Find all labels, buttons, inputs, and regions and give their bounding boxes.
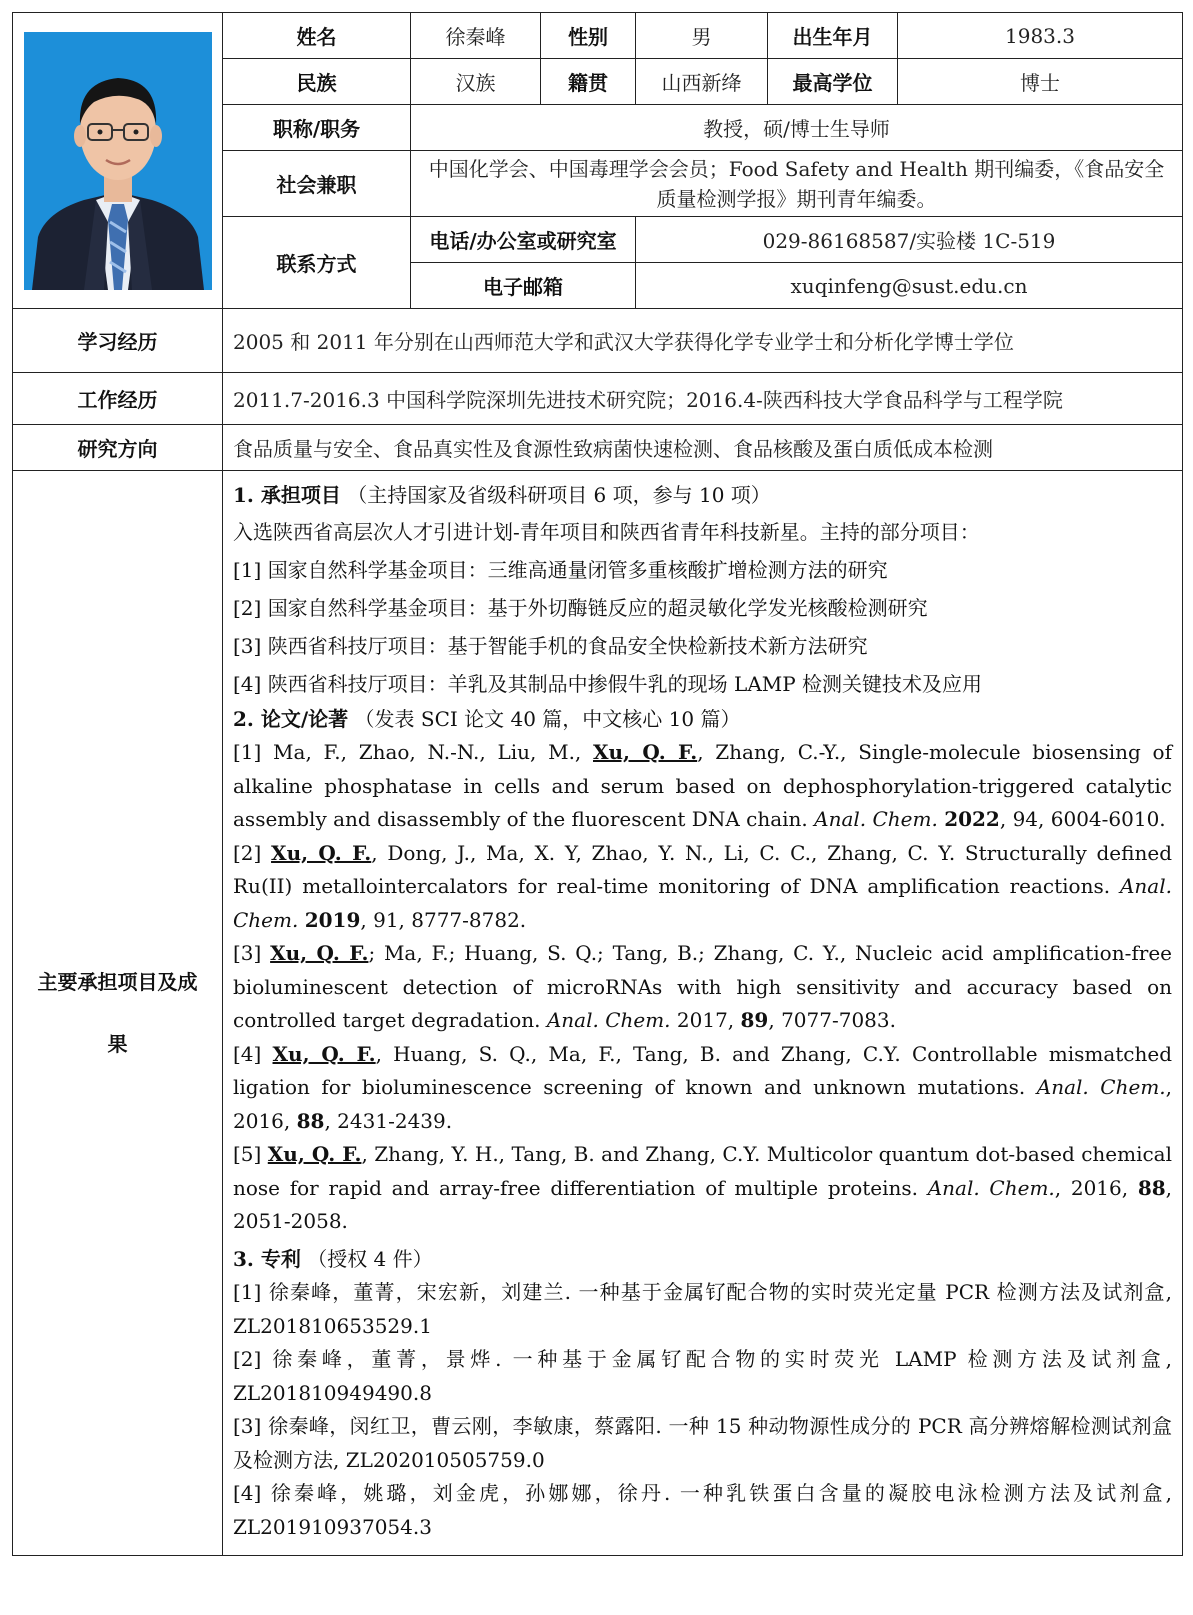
education-label: 学习经历 [13, 309, 223, 373]
paper-author: Xu, Q. F. [593, 740, 698, 764]
paper-index: [1] [233, 740, 274, 764]
paper-journal: Anal. Chem. [233, 874, 1172, 932]
projects-intro: 入选陕西省高层次人才引进计划-青年项目和陕西省青年科技新星。主持的部分项目： [233, 519, 980, 544]
ethnicity-label: 民族 [223, 59, 411, 105]
paper-year: 89 [740, 1008, 769, 1032]
phone-label: 电话/办公室或研究室 [411, 217, 636, 263]
portrait-icon [24, 32, 212, 290]
paper-tail: , 2051-2058. [233, 1175, 1173, 1233]
patent-item: [2] 徐秦峰，董菁，景烨. 一种基于金属钌配合物的实时荧光 LAMP 检测方法及试剂盒, ZL201810949490.8 [233, 1347, 1172, 1405]
work-label: 工作经历 [13, 373, 223, 425]
cv-table [12, 12, 1183, 1556]
paper-journal: Anal. Chem. [546, 1008, 671, 1032]
work-text: 2011.7-2016.3 中国科学院深圳先进技术研究院；2016.4-陕西科技大学食品科学与工程学院 [223, 373, 1183, 425]
email-label: 电子邮箱 [411, 263, 636, 309]
ethnicity-value: 汉族 [411, 59, 541, 105]
patent-item: [4] 徐秦峰，姚璐，刘金虎，孙娜娜，徐丹. 一种乳铁蛋白含量的凝胶电泳检测方法及试剂盒, ZL201910937054.3 [233, 1481, 1172, 1539]
origin-label: 籍贯 [541, 59, 636, 105]
patents-note: （授权 4 件） [307, 1246, 433, 1271]
paper-sep: 2017, [670, 1008, 741, 1032]
project-item: [3] 陕西省科技厅项目：基于智能手机的食品安全快检新技术新方法研究 [233, 633, 868, 658]
title-label: 职称/职务 [223, 105, 411, 151]
paper-index: [2] [233, 840, 272, 865]
portrait-photo [24, 32, 212, 290]
paper-journal: Anal. Chem. [814, 807, 938, 831]
paper-sep: , 2016, [1054, 1175, 1138, 1200]
education-text: 2005 和 2011 年分别在山西师范大学和武汉大学获得化学专业学士和分析化学博士学位 [223, 309, 1183, 373]
social-label: 社会兼职 [223, 151, 411, 217]
degree-value: 博士 [898, 59, 1183, 105]
paper-index: [3] [233, 941, 271, 965]
paper-item [233, 937, 1172, 1038]
paper-year: 88 [1137, 1175, 1166, 1200]
paper-year: 2022 [944, 807, 1000, 831]
research-label: 研究方向 [13, 425, 223, 471]
paper-pre: Ma, F., Zhao, N.-N., Liu, M., [273, 740, 593, 764]
title-value: 教授，硕/博士生导师 [411, 105, 1183, 151]
gender-value: 男 [636, 13, 768, 59]
paper-item [233, 736, 1172, 837]
paper-sep: , 2016, [233, 1075, 1172, 1133]
paper-journal: Anal. Chem. [1036, 1075, 1166, 1099]
paper-journal: Anal. Chem. [927, 1175, 1055, 1200]
name-label: 姓名 [223, 13, 411, 59]
paper-author: Xu, Q. F. [267, 1142, 362, 1166]
paper-author: Xu, Q. F. [270, 941, 369, 965]
papers-note: （发表 SCI 论文 40 篇，中文核心 10 篇） [354, 706, 741, 731]
contact-label: 联系方式 [223, 217, 411, 309]
patent-item: [3] 徐秦峰，闵红卫，曹云刚，李敏康，蔡露阳. 一种 15 种动物源性成分的 PCR 高分辨熔解检测试剂盒及检测方法, ZL202010505759.0 [233, 1414, 1172, 1472]
paper-author: Xu, Q. F. [271, 840, 372, 865]
paper-index: [4] [233, 1041, 273, 1066]
papers-heading-line [233, 703, 1172, 737]
paper-mid: ; Ma, F.; Huang, S. Q.; Tang, B.; Zhang, C. Y., Nucleic acid amplification-free bioluminescent detection of microRNAs with high sensitivity and accuracy based on controlled target degradation. [233, 941, 1172, 1032]
project-item: [4] 陕西省科技厅项目：羊乳及其制品中掺假牛乳的现场 LAMP 检测关键技术及应用 [233, 671, 983, 696]
project-item: [1] 国家自然科学基金项目：三维高通量闭管多重核酸扩增检测方法的研究 [233, 557, 888, 582]
research-text: 食品质量与安全、食品真实性及食源性致病菌快速检测、食品核酸及蛋白质低成本检测 [223, 425, 1183, 471]
paper-mid: , Zhang, Y. H., Tang, B. and Zhang, C.Y. Multicolor quantum dot-based chemical nose for rapid and array-free differentiation of multiple proteins. [233, 1142, 1172, 1200]
paper-year: 2019 [304, 907, 361, 932]
birth-label: 出生年月 [768, 13, 898, 59]
achievements-label: 主要承担项目及成果 [13, 471, 223, 1556]
paper-tail: , 7077-7083. [768, 1008, 896, 1032]
email-value: xuqinfeng@sust.edu.cn [636, 263, 1183, 309]
name-value: 徐秦峰 [411, 13, 541, 59]
projects-note: （主持国家及省级科研项目 6 项，参与 10 项） [347, 483, 771, 507]
projects-heading: 1. 承担项目 [233, 483, 341, 507]
phone-value: 029-86168587/实验楼 1C-519 [636, 217, 1183, 263]
paper-item [233, 1138, 1172, 1239]
gender-label: 性别 [541, 13, 636, 59]
projects-heading-line [233, 479, 1172, 513]
paper-mid: , Zhang, C.-Y., Single-molecule biosensing of alkaline phosphatase in cells and serum based on dephosphorylation-triggered catalytic assembly and disassembly of the fluorescent DNA chain. [233, 740, 1172, 831]
achievements-content [223, 471, 1183, 1556]
paper-mid: , Huang, S. Q., Ma, F., Tang, B. and Zhang, C.Y. Controllable mismatched ligation for bioluminescence screening of known and unknown mutations. [233, 1041, 1173, 1099]
paper-index: [5] [233, 1142, 268, 1166]
paper-item [233, 1038, 1172, 1139]
paper-tail: , 2431-2439. [324, 1108, 453, 1133]
origin-value: 山西新绛 [636, 59, 768, 105]
paper-tail: , 91, 8777-8782. [360, 907, 527, 932]
patents-heading-line [233, 1243, 1172, 1277]
degree-label: 最高学位 [768, 59, 898, 105]
social-value: 中国化学会、中国毒理学会会员；Food Safety and Health 期刊编委，《食品安全质量检测学报》期刊青年编委。 [411, 151, 1183, 217]
paper-tail: , 94, 6004-6010. [999, 807, 1166, 831]
birth-value: 1983.3 [898, 13, 1183, 59]
paper-item [233, 837, 1172, 938]
papers-heading: 2. 论文/论著 [233, 706, 349, 731]
paper-mid: , Dong, J., Ma, X. Y, Zhao, Y. N., Li, C. C., Zhang, C. Y. Structurally defined Ru(II) metallointercalators for real-time monitoring of DNA amplification reactions. [233, 840, 1172, 898]
patent-item: [1] 徐秦峰，董菁，宋宏新，刘建兰. 一种基于金属钌配合物的实时荧光定量 PCR 检测方法及试剂盒, ZL201810653529.1 [233, 1280, 1172, 1338]
photo-cell [13, 13, 223, 309]
project-item: [2] 国家自然科学基金项目：基于外切酶链反应的超灵敏化学发光核酸检测研究 [233, 595, 928, 620]
patents-heading: 3. 专利 [233, 1246, 301, 1271]
paper-author: Xu, Q. F. [272, 1041, 376, 1066]
paper-year: 88 [296, 1108, 325, 1133]
